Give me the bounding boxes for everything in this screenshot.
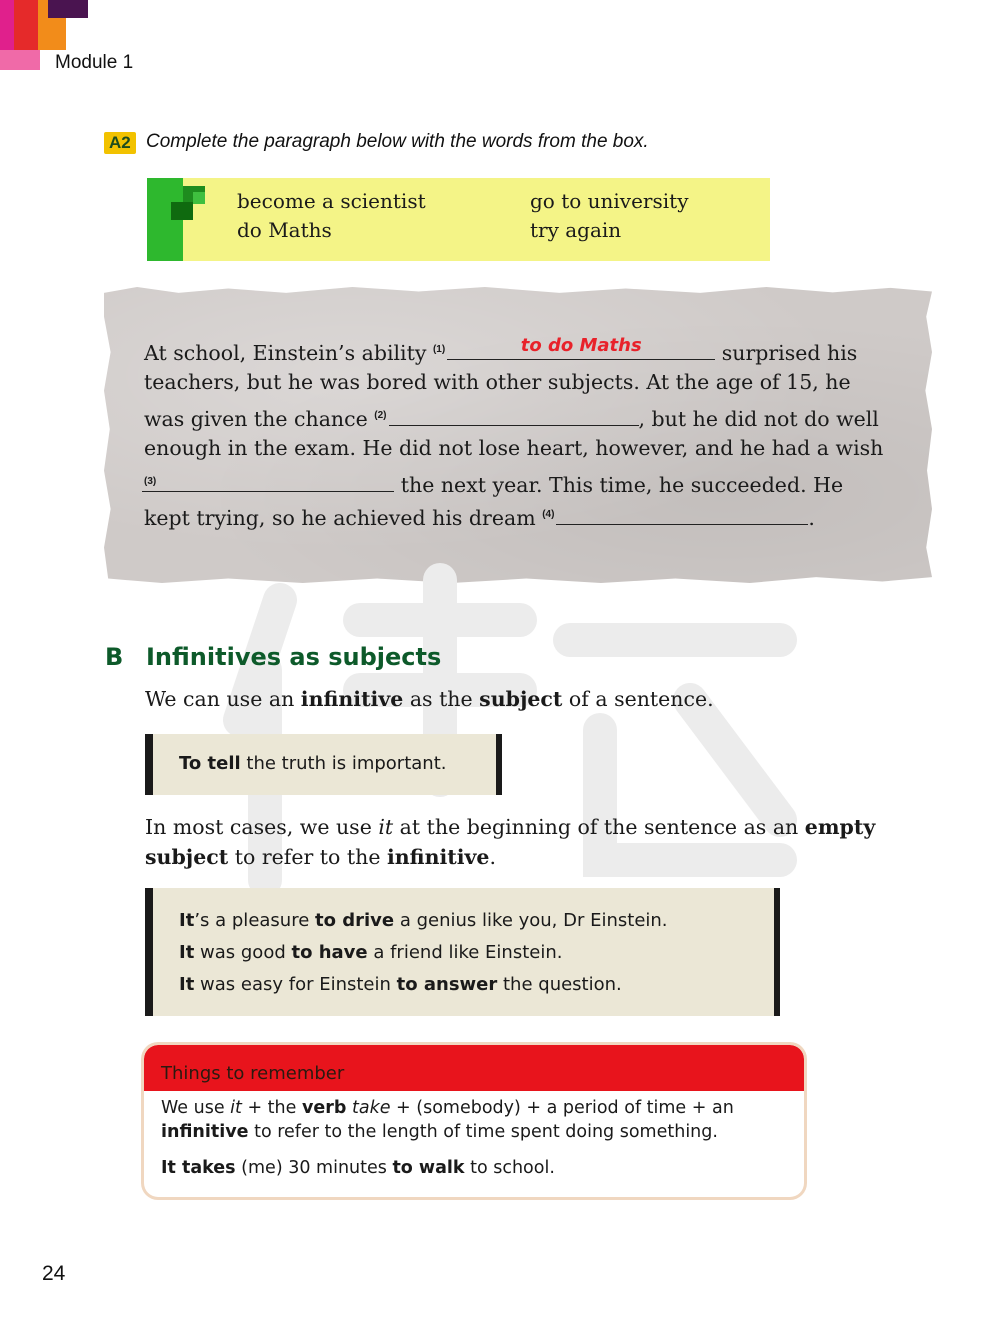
exercise-instruction: Complete the paragraph below with the words from the box. bbox=[146, 131, 649, 152]
remember-example: It takes (me) 30 minutes to walk to school. bbox=[161, 1158, 555, 1178]
blank-3[interactable] bbox=[142, 470, 394, 492]
paragraph-line: $^{(3)}$ the next year. This time, he succeeded. He bbox=[144, 465, 894, 498]
module-label: Module 1 bbox=[55, 52, 134, 73]
paragraph-line: teachers, but he was bored with other subjects. At the age of 15, he bbox=[144, 370, 851, 394]
remember-rule-line: We use it + the verb take + (somebody) + a period of time + an bbox=[161, 1098, 734, 1118]
blank-number: (4) bbox=[542, 509, 555, 520]
blank-2[interactable] bbox=[389, 404, 639, 426]
word-option: try again bbox=[530, 218, 622, 242]
blank-number: (1) bbox=[432, 344, 446, 355]
example-box-single bbox=[145, 734, 502, 795]
word-option: go to university bbox=[530, 189, 689, 213]
paragraph-line: was given the chance $^{(2)}$ , but he did not do well bbox=[144, 399, 894, 432]
things-to-remember-title: Things to remember bbox=[161, 1063, 345, 1084]
section-explanation: In most cases, we use it at the beginning of the sentence as an empty subject to refer to the infinitive. bbox=[145, 815, 876, 869]
word-option: do Maths bbox=[237, 218, 332, 242]
blank-number: (2) bbox=[374, 410, 387, 421]
paragraph-line: At school, Einstein’s ability $^{(1)}$ to do Maths surprised his bbox=[144, 333, 894, 366]
fill-in-paragraph bbox=[144, 333, 894, 531]
blank-4[interactable] bbox=[556, 503, 808, 525]
example-sentence: It was easy for Einstein to answer the question. bbox=[179, 974, 622, 995]
blank-1-answer: to do Maths bbox=[520, 334, 642, 356]
example-sentence: To tell the truth is important. bbox=[179, 753, 447, 774]
example-sentence: It was good to have a friend like Einstein. bbox=[179, 942, 563, 963]
example-sentence: It’s a pleasure to drive a genius like you, Dr Einstein. bbox=[179, 910, 668, 931]
word-box bbox=[147, 178, 770, 261]
exercise-badge: A2 bbox=[104, 132, 136, 154]
corner-block-pink bbox=[0, 50, 40, 70]
remember-rule-line: infinitive to refer to the length of time spent doing something. bbox=[161, 1122, 718, 1142]
things-to-remember-box bbox=[144, 1045, 804, 1197]
page-number: 24 bbox=[42, 1262, 66, 1285]
example-box-multi bbox=[145, 888, 780, 1016]
blank-1[interactable] bbox=[447, 334, 715, 360]
word-box-square bbox=[171, 202, 193, 220]
paragraph-line: kept trying, so he achieved his dream $^{(4)}$ . bbox=[144, 498, 894, 531]
section-title: Infinitives as subjects bbox=[146, 643, 442, 671]
word-option: become a scientist bbox=[237, 189, 426, 213]
blank-number: (3) bbox=[144, 476, 157, 487]
section-letter: B bbox=[105, 643, 124, 671]
word-box-square bbox=[193, 192, 205, 204]
corner-block-purple bbox=[48, 0, 88, 18]
corner-block-red bbox=[14, 0, 40, 50]
section-intro: We can use an infinitive as the subject of a sentence. bbox=[145, 687, 714, 711]
paragraph-line: enough in the exam. He did not lose heart, however, and he had a wish bbox=[144, 436, 884, 460]
